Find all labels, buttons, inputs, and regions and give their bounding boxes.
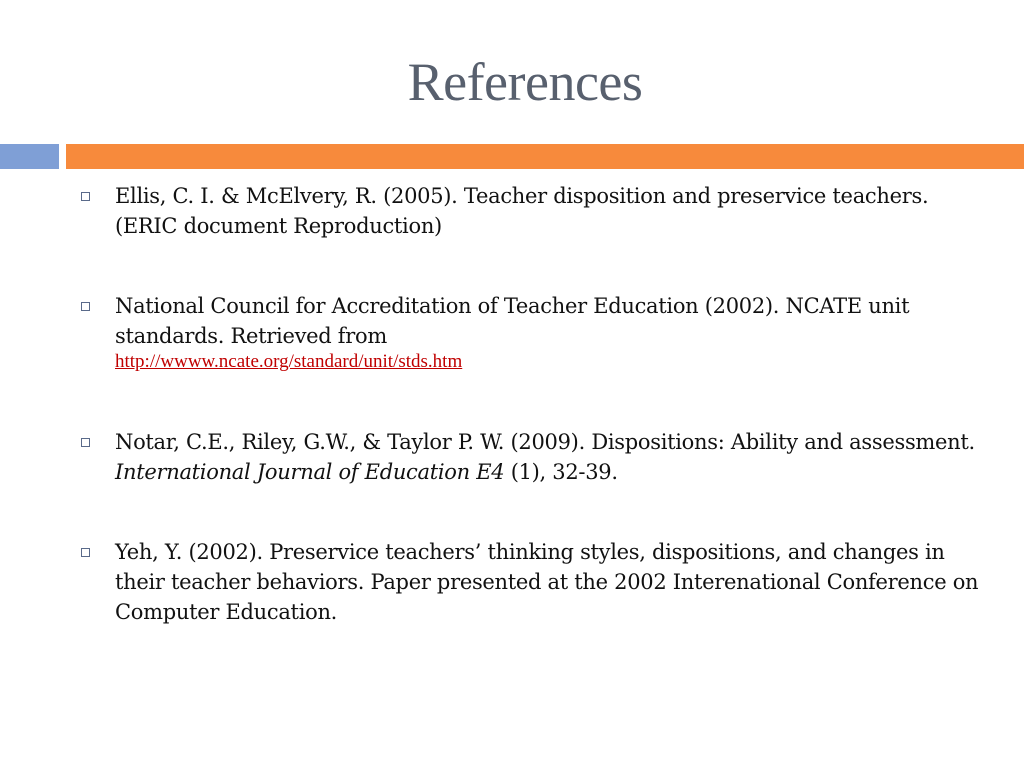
reference-item-ellis (0, 181, 1024, 241)
square-outline-bullet-icon (81, 192, 90, 201)
reference-link[interactable]: http://wwww.ncate.org/standard/unit/stds.htm (115, 351, 463, 372)
square-outline-bullet-icon (81, 548, 90, 557)
accent-bar-blue (0, 144, 59, 169)
reference-journal-title: International Journal of Education E4 (115, 460, 505, 484)
reference-list (0, 181, 1024, 677)
reference-text-end: (1), 32-39. (504, 460, 618, 484)
reference-text: Yeh, Y. (2002). Preservice teachers’ thinking styles, dispositions, and changes in their teacher behaviors. Paper presented at the 2002 Interenational Conference on Computer Education. (115, 540, 979, 624)
slide-title: References (407, 52, 643, 112)
reference-text: National Council for Accreditation of Teacher Education (2002). NCATE unit standards. Retrieved from (115, 294, 910, 348)
reference-item-yeh (0, 537, 1024, 627)
reference-text: Ellis, C. I. & McElvery, R. (2005). Teacher disposition and preservice teachers. (ERIC document Reproduction) (115, 184, 929, 238)
reference-item-notar (0, 427, 1024, 487)
accent-bar-orange (66, 144, 1024, 169)
square-outline-bullet-icon (81, 302, 90, 311)
reference-item-ncate (0, 291, 1024, 373)
square-outline-bullet-icon (81, 438, 90, 447)
reference-text: Notar, C.E., Riley, G.W., & Taylor P. W. (2009). Dispositions: Ability and assessment. (115, 430, 975, 454)
